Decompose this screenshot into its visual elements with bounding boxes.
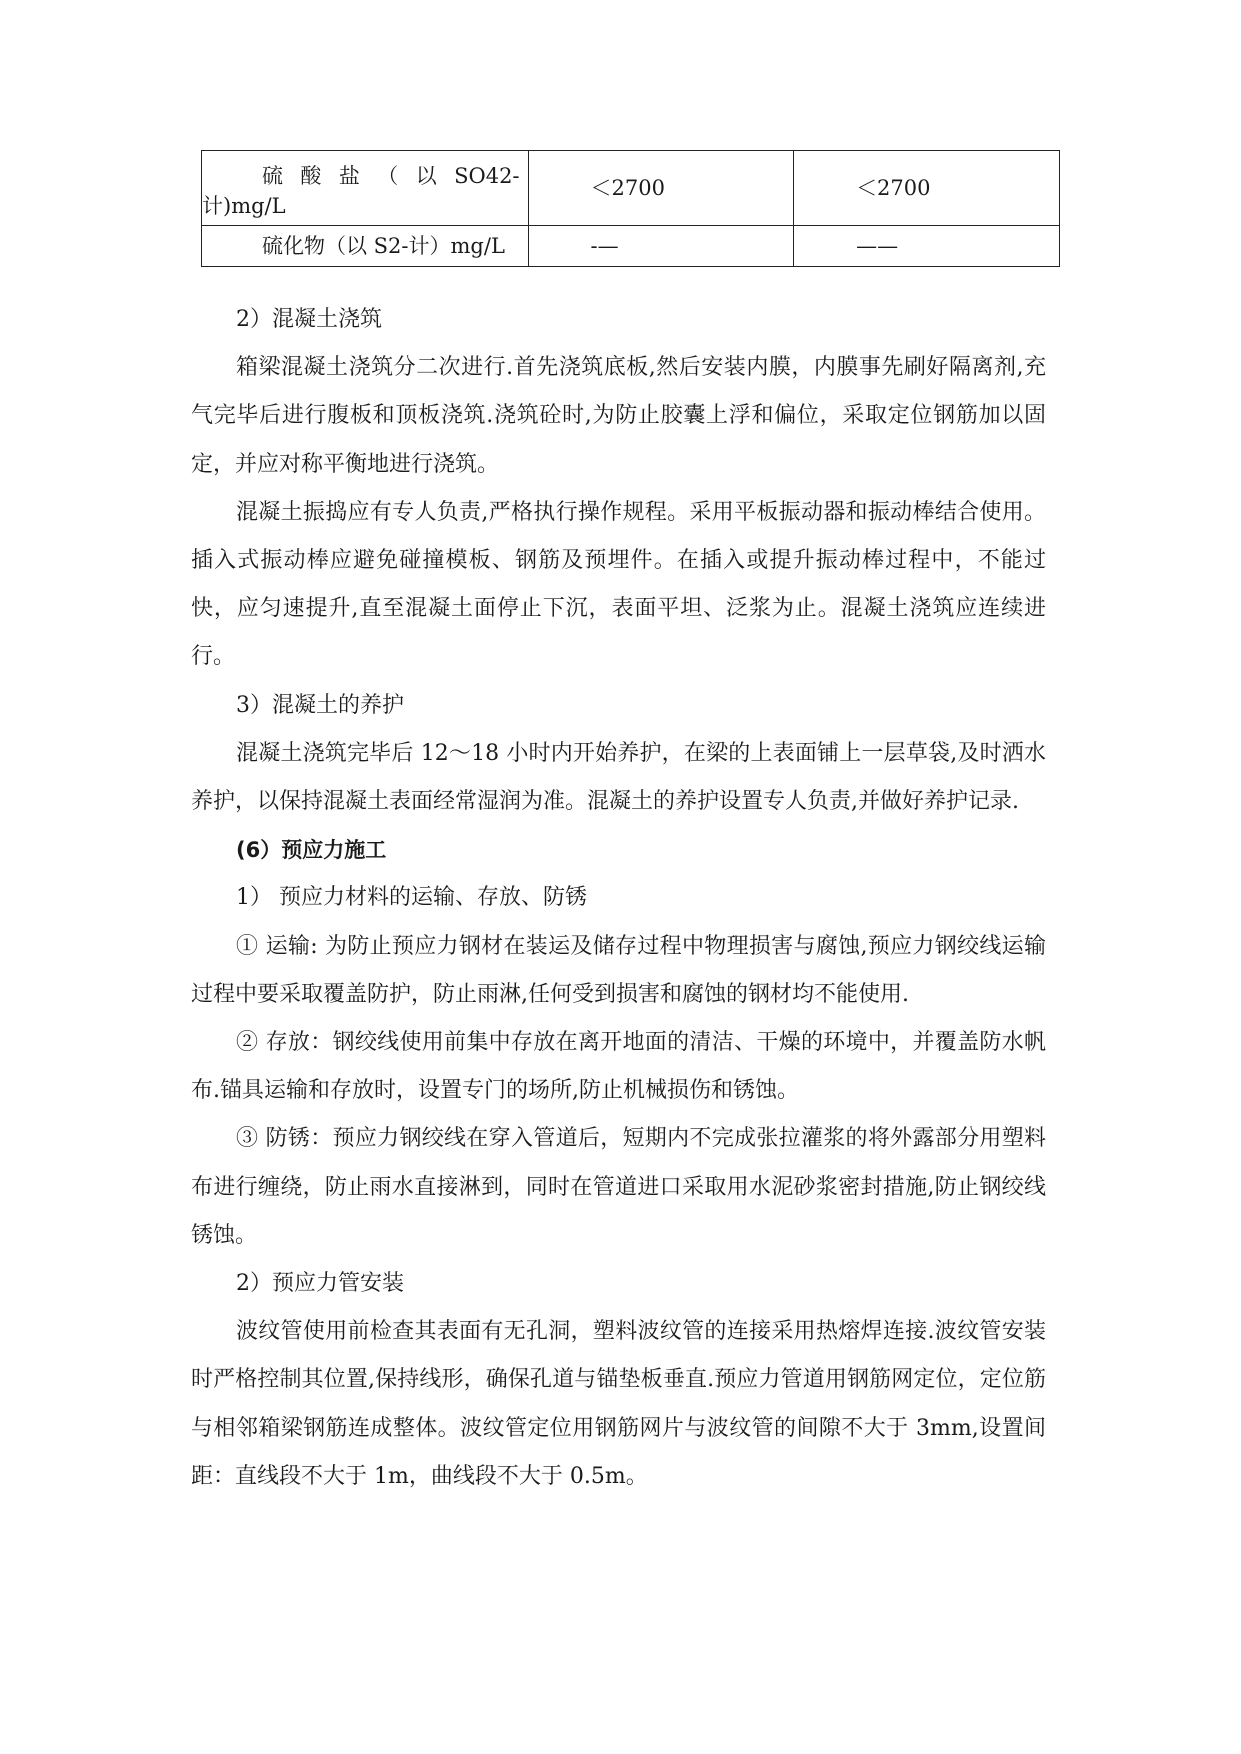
paragraph: ③ 防锈：预应力钢绞线在穿入管道后，短期内不完成张拉灌浆的将外露部分用塑料布进行缠绕，防止雨水直接淋到，同时在管道进口采取用水泥砂浆密封措施,防止钢绞线锈蚀。 xyxy=(191,1126,1046,1248)
table-cell-value: ＜2700 xyxy=(794,151,1060,226)
section-heading: 1） 预应力材料的运输、存放、防锈 xyxy=(236,885,587,911)
table-row xyxy=(202,226,1060,267)
section-heading: 2）预应力管安装 xyxy=(236,1271,404,1297)
table-cell-value: -— xyxy=(528,226,794,267)
paragraph: 波纹管使用前检查其表面有无孔洞，塑料波纹管的连接采用热熔焊连接.波纹管安装时严格控制其位置,保持线形，确保孔道与锚垫板垂直.预应力管道用钢筋网定位，定位筋与相邻箱梁钢筋连成整体。波纹管定位用钢筋网片与波纹管的间隙不大于 3mm,设置间距：直线段不大于 1m，曲线段不大于 0.5m。 xyxy=(191,1319,1046,1489)
section-heading: 3）混凝土的养护 xyxy=(236,692,404,718)
table-cell-parameter: 硫化物（以 S2-计）mg/L xyxy=(202,226,529,267)
water-quality-table xyxy=(201,150,1060,267)
table-cell-parameter: 硫 酸 盐 （ 以 SO42-计)mg/L xyxy=(202,151,529,226)
paragraph: ② 存放：钢绞线使用前集中存放在离开地面的清洁、干燥的环境中，并覆盖防水帆布.锚具运输和存放时，设置专门的场所,防止机械损伤和锈蚀。 xyxy=(191,1030,1046,1104)
paragraph: 箱梁混凝土浇筑分二次进行.首先浇筑底板,然后安装内膜，内膜事先刷好隔离剂,充气完毕后进行腹板和顶板浇筑.浇筑砼时,为防止胶囊上浮和偏位，采取定位钢筋加以固定，并应对称平衡地进行浇筑。 xyxy=(191,355,1046,477)
document-body xyxy=(191,296,1046,1501)
section-heading: 2）混凝土浇筑 xyxy=(236,307,382,332)
table-row xyxy=(202,151,1060,226)
table-cell-value: —— xyxy=(794,226,1060,267)
table-cell-value: ＜2700 xyxy=(528,151,794,226)
paragraph: 混凝土振捣应有专人负责,严格执行操作规程。采用平板振动器和振动棒结合使用。插入式振动棒应避免碰撞模板、钢筋及预埋件。在插入或提升振动棒过程中，不能过快，应匀速提升,直至混凝土面停止下沉，表面平坦、泛浆为止。混凝土浇筑应连续进行。 xyxy=(191,499,1046,670)
paragraph: 混凝土浇筑完毕后 12～18 小时内开始养护，在梁的上表面铺上一层草袋,及时洒水养护，以保持混凝土表面经常湿润为准。混凝土的养护设置专人负责,并做好养护记录. xyxy=(191,740,1046,815)
paragraph: ① 运输: 为防止预应力钢材在装运及储存过程中物理损害与腐蚀,预应力钢绞线运输过程中要采取覆盖防护，防止雨淋,任何受到损害和腐蚀的钢材均不能使用. xyxy=(191,933,1046,1007)
chapter-heading: (6）预应力施工 xyxy=(236,838,387,863)
